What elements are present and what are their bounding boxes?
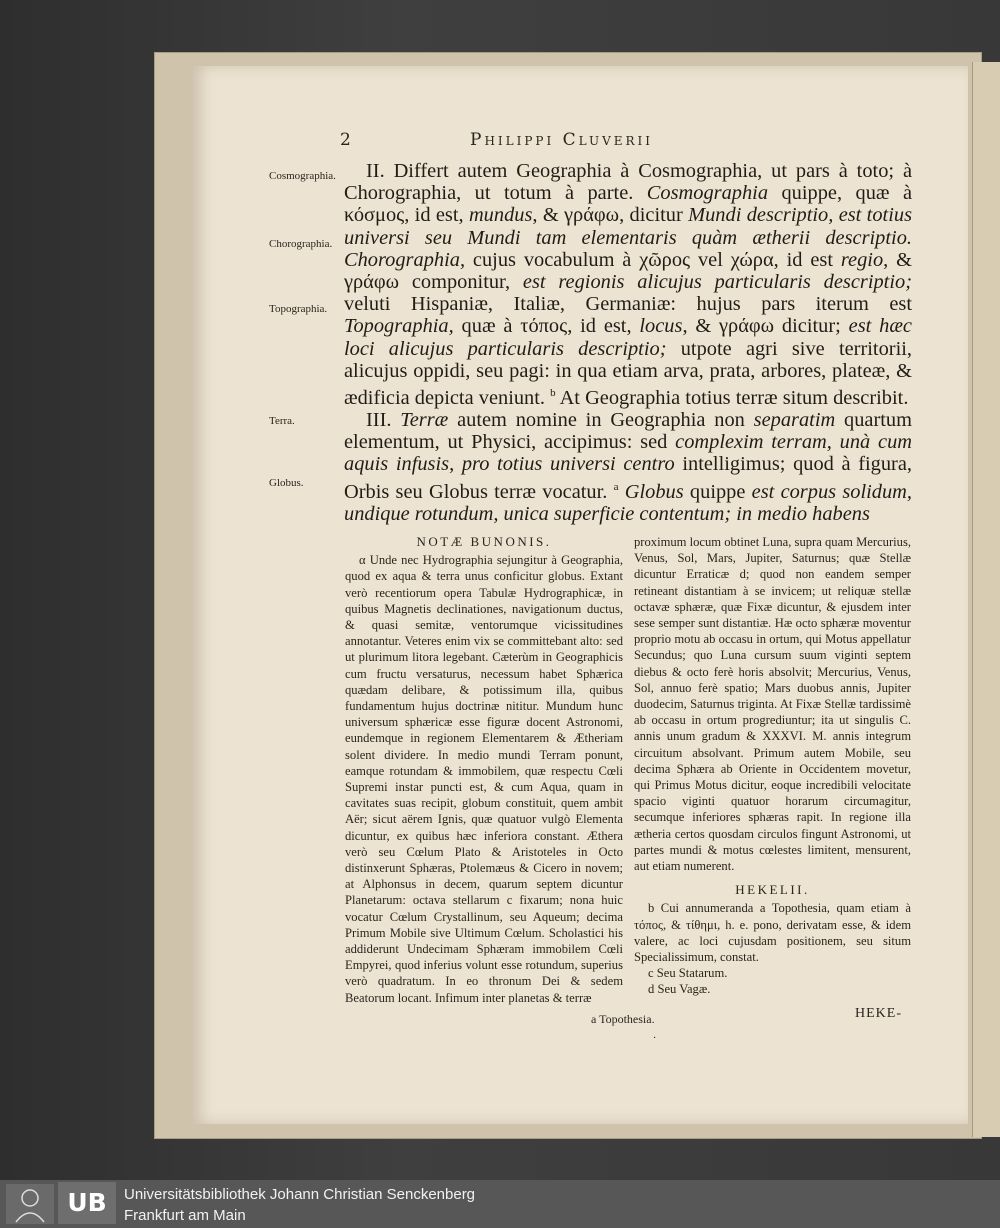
notes-bunonis-heading: NOTÆ BUNONIS. <box>416 534 552 549</box>
margin-note-topographia: Topographia. <box>269 303 328 315</box>
page-number: 2 <box>340 130 351 150</box>
library-name-line1: Universitätsbibliothek Johann Christian Senckenberg <box>124 1186 476 1203</box>
notes-hekelii-heading: HEKELII. <box>735 882 810 898</box>
paragraph-iii: III. Terræ autem nomine in Geographia non separatim quartum elementum, ut Physici, accipimus: sed complexim terram, unà cum aquis infusis, pro totius universi centro intelligimus; quod à figura, Orbis seu Globus terræ vocatur. $^a$ Globus quippe est corpus solidum, undique rotundum, unica superficie contentum; in medio habens <box>344 409 913 525</box>
library-name-line2: Frankfurt am Main <box>124 1207 246 1224</box>
main-text <box>344 160 912 525</box>
note-c: c Seu Statarum. <box>648 966 728 981</box>
running-title: Philippi Cluverii <box>470 130 654 150</box>
margin-note-cosmographia: Cosmographia. <box>269 170 336 182</box>
paragraph-ii: II. Differt autem Geographia à Cosmographia, ut pars à toto; à Chorographia, ut totum à parte. Cosmographia quippe, quæ à κόσμος, id est, mundus, & γράφω, dicitur Mundi descriptio, est totius universi seu Mundi tam elementaris quàm ætherii descriptio. Chorographia, cujus vocabulum à χῶρος vel χώρα, id est regio, & γράφω componitur, est regionis alicujus particularis descriptio; veluti Hispaniæ, Italiæ, Germaniæ: hujus pars iterum est Topographia, quæ à τόπος, id est, locus, & γράφω dicitur; est hæc loci alicujus particularis descriptio; utpote agri sive territorii, alicujus oppidi, seu pagi: in qua etiam arva, prata, arbores, plateæ, & ædificia depicta veniunt. $^b$ At Geographia totius terræ situm describit. <box>344 160 913 409</box>
notes-continued-body: proximum locum obtinet Luna, supra quam Mercurius, Venus, Sol, Mars, Jupiter, Saturnus; quæ Stellæ dicuntur Erraticæ d; quod non eandem semper retineant distantiam à se invicem; ut reliquæ stellæ octavæ sphæræ, quæ Fixæ dicuntur, & ejusdem inter sese semper sunt distantiæ. Hæ octo sphæræ moventur proprio motu ab occasu in ortum, qui Motus appellatur Secundus; quo Luna cursum suum viginti septem diebus & octo ferè horis absolvit; Mercurius, Venus, Sol, annuo ferè spatio; Mars duobus annis, Jupiter duodecim, Saturnus triginta. At Fixæ Stellæ tardissimè ab occasu in ortum progrediuntur; ita ut singulis C. annis unum gradum & XXXVI. M. annis integrum circuitum absolvant. Primum autem Mobile, seu decima Sphæra ab Oriente in Occidentem movetur, qui Primus Motus dicitur, eoque incredibili velocitate spacio viginti quatuor horarum circumagitur, secumque inferiores sphæras rapit. In regione illa ætheria certos quosdam circulos fingunt Astronomi, ut partes mundi & motus cœlestes limitent, mensurent, aut etiam numerent. <box>634 535 912 874</box>
footnote: a Topothesia. <box>591 1012 655 1026</box>
notes-right-column <box>634 534 911 998</box>
margin-note-terra: Terra. <box>269 415 295 427</box>
notes-bunonis-column <box>345 534 623 1006</box>
margin-note-globus: Globus. <box>269 477 304 489</box>
running-header <box>340 130 940 150</box>
facing-page-edge <box>972 62 1000 1137</box>
library-name <box>124 1184 475 1226</box>
signature-mark: · <box>653 1033 657 1044</box>
note-d: d Seu Vagæ. <box>648 982 711 997</box>
margin-note-chorographia: Chorographia. <box>269 238 333 250</box>
library-logo[interactable]: UB <box>58 1182 116 1224</box>
note-b: b Cui annumeranda a Topothesia, quam etiam à τόπος, & τίθημι, h. e. pono, derivatam esse, & idem valere, ac loci cujusdam positionem, seu situm Specialissimum, constat. <box>634 901 911 965</box>
notes-bunonis-body: α Unde nec Hydrographia sejungitur à Geographia, quod ex aqua & terra unus conficitur globus. Extant verò recentiorum opera Tabulæ Hydrographicæ, in quibus Magnetis declinationes, navigationum ductus, & quasi semitæ, ventorumque vicissitudines annotantur. Veteres enim vix se committebant alto: sed ut plurimum litora legebant. Cæterùm in Geographicis cum fructu versaturus, necessum habet Sphærica quædam delibare, & potissimum illa, quibus fundamentum hujus doctrinæ nititur. Mundum hunc universum sphæricæ esse figuræ docent Astronomi, eundemque in regionem Elementarem & Ætheriam solent dividere. In medio mundi Terram ponunt, eamque rotundam & immobilem, quæ respectu Cœli Supremi instar puncti est, & cum Aqua, quam in cavitates suas recipit, globum constituit, quem ambit Aër; sicut aërem Ignis, quæ quatuor vulgò Elementa dicuntur, ex quibus hæc inferiora constant. Æthera verò seu Cœlum Plato & Aristoteles in Octo distinxerunt Sphæras, Ptolemæus & Cicero in novem; at Alphonsus in decem, quarum septem dicuntur Planetarum: octava stellarum c fixarum; nona huic vocatur Cœlum Crystallinum, seu Aqueum; decima Primum Mobile sive Ultimum Cœlum. Scholastici his addiderunt Undecimam Sphæram immobilem Cœli Empyrei, quod inferius volunt esse rotundum, superius verò quadratum. In eo thronum Dei & sedem Beatorum locant. Infimum inter planetas & terræ <box>345 553 623 1005</box>
catchword: HEKE- <box>855 1006 902 1021</box>
